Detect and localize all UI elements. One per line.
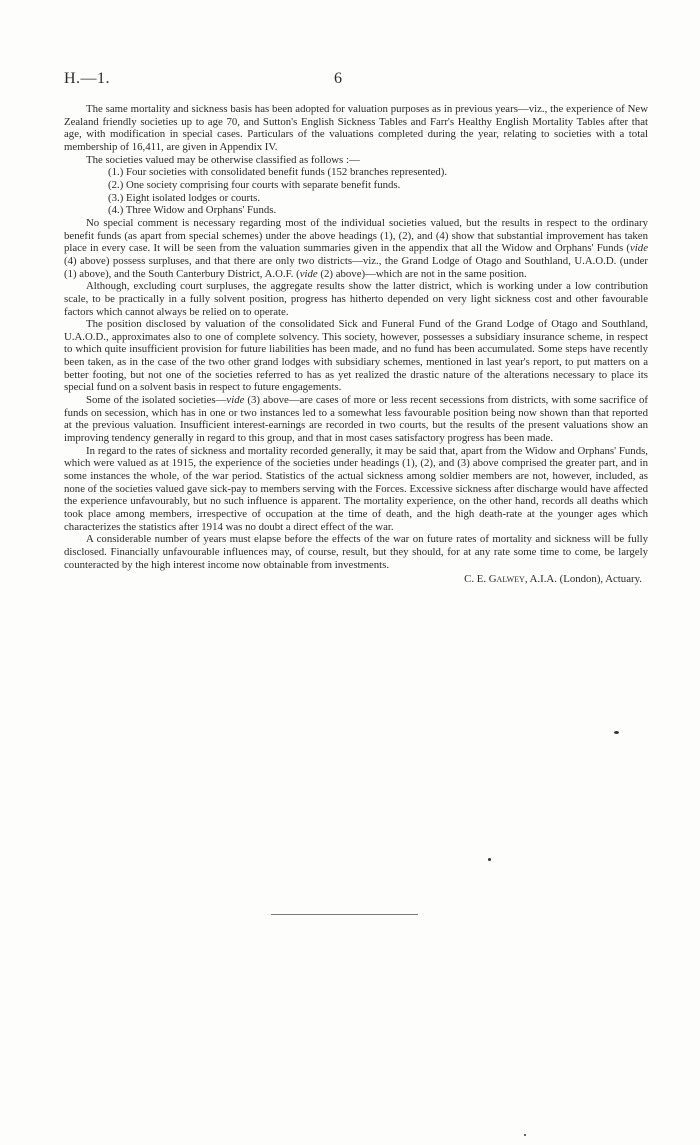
- page-number: 6: [334, 70, 342, 87]
- list-item: (1.) Four societies with consolidated benefit funds (152 branches represented).: [108, 166, 448, 179]
- page-speck: [614, 731, 619, 734]
- list-item: (4.) Three Widow and Orphans' Funds.: [108, 204, 277, 217]
- paragraph-sickness-mortality: In regard to the rates of sickness and mortality recorded generally, it may be said that, apart from the Widow and Orphans' Funds, which were valued as at 1915, the experience of the societies under headings (1), (2), and (3) above comprised the greater part, and in some instances the whole, of the war period. Statistics of the actual sickness among soldier members are not, however, included, as none of the societies valued gave sick-pay to members serving with the Forces. Excessive sickness after discharge would have affected the experience unfavourably, but no such influence is apparent. The mortality experience, on the other hand, records all deaths which took place among members, irrespective of occupation at the time of death, and the high death-rate at the younger ages which characterizes the statistics after 1914 was no doubt a direct effect of the war.: [64, 444, 648, 533]
- paragraph-grand-lodge-position: The position disclosed by valuation of the consolidated Sick and Funeral Fund of the Grand Lodge of Otago and Southland, U.A.O.D., approximates also to one of complete solvency. This society, however, possesses a subsidiary insurance scheme, in respect to which quite insufficient provision for future liabilities has been made, and no fund has been accumulated. Some steps have recently been taken, as in the case of the two other grand lodges with subsidiary schemes, mentioned in last year's report, to put matters on a better footing, but not one of the societies referred to has as yet realized the drastic nature of the alterations necessary to place its special fund on a solvent basis in respect to future engagements.: [64, 318, 648, 394]
- list-item: (2.) One society comprising four courts with separate benefit funds.: [108, 178, 401, 191]
- page-speck: [488, 858, 491, 861]
- paragraph-war-effects: A considerable number of years must elapse before the effects of the war on future rates of mortality and sickness will be fully disclosed. Financially unfavourable influences may, of course, result, but they should, for at any rate some time to come, be largely counteracted by the high interest income now obtainable from investments.: [64, 533, 648, 571]
- closing-rule: [271, 914, 418, 915]
- paragraph-valuation-basis: The same mortality and sickness basis has been adopted for valuation purposes as in previous years—viz., the experience of New Zealand friendly societies up to age 70, and Sutton's English Sickness Tables and Farr's Healthy English Mortality Tables after that age, with modification in special cases. Particulars of the valuations completed during the year, relating to societies with a total membership of 16,411, are given in Appendix IV.: [64, 103, 648, 153]
- classification-list: [64, 166, 648, 217]
- paragraph-isolated-societies: Some of the isolated societies—vide (3) above—are cases of more or less recent secessions from districts, with some sacrifice of funds on secession, which has in one or two instances led to a somewhat less favourable position being now shown than that reported at the previous valuation. Insufficient interest-earnings are recorded in two courts, but the results of the present valuations show an improving tendency generally in regard to this group, and that in most cases satisfactory progress has been made.: [64, 394, 648, 445]
- page-speck: [524, 1134, 526, 1136]
- paragraph-results-comment: No special comment is necessary regarding most of the individual societies valued, but the results in respect to the ordinary benefit funds (as apart from special schemes) under the above headings (1), (2), and (4) show that substantial improvement has taken place in every case. It will be seen from the valuation summaries given in the appendix that all the Widow and Orphans' Funds (vide (4) above) possess surpluses, and that there are only two districts—viz., the Grand Lodge of Otago and Southland, U.A.O.D. (under (1) above), and the South Canterbury District, A.O.F. (vide (2) above)—which are not in the same position.: [64, 216, 648, 280]
- report-body: [64, 103, 648, 586]
- document-reference: H.—1.: [64, 70, 111, 87]
- list-item: (3.) Eight isolated lodges or courts.: [108, 191, 261, 204]
- paragraph-classification-intro: The societies valued may be otherwise classified as follows :—: [86, 153, 360, 166]
- signature: C. E. Galwey, A.I.A. (London), Actuary.: [464, 573, 642, 586]
- page-header: [64, 70, 644, 90]
- paragraph-court-surpluses: Although, excluding court surpluses, the aggregate results show the latter district, which is working under a low contribution scale, to be practically in a fully solvent position, progress has hitherto depended on very light sickness cost and other favourable factors which cannot always be relied on to operate.: [64, 280, 648, 318]
